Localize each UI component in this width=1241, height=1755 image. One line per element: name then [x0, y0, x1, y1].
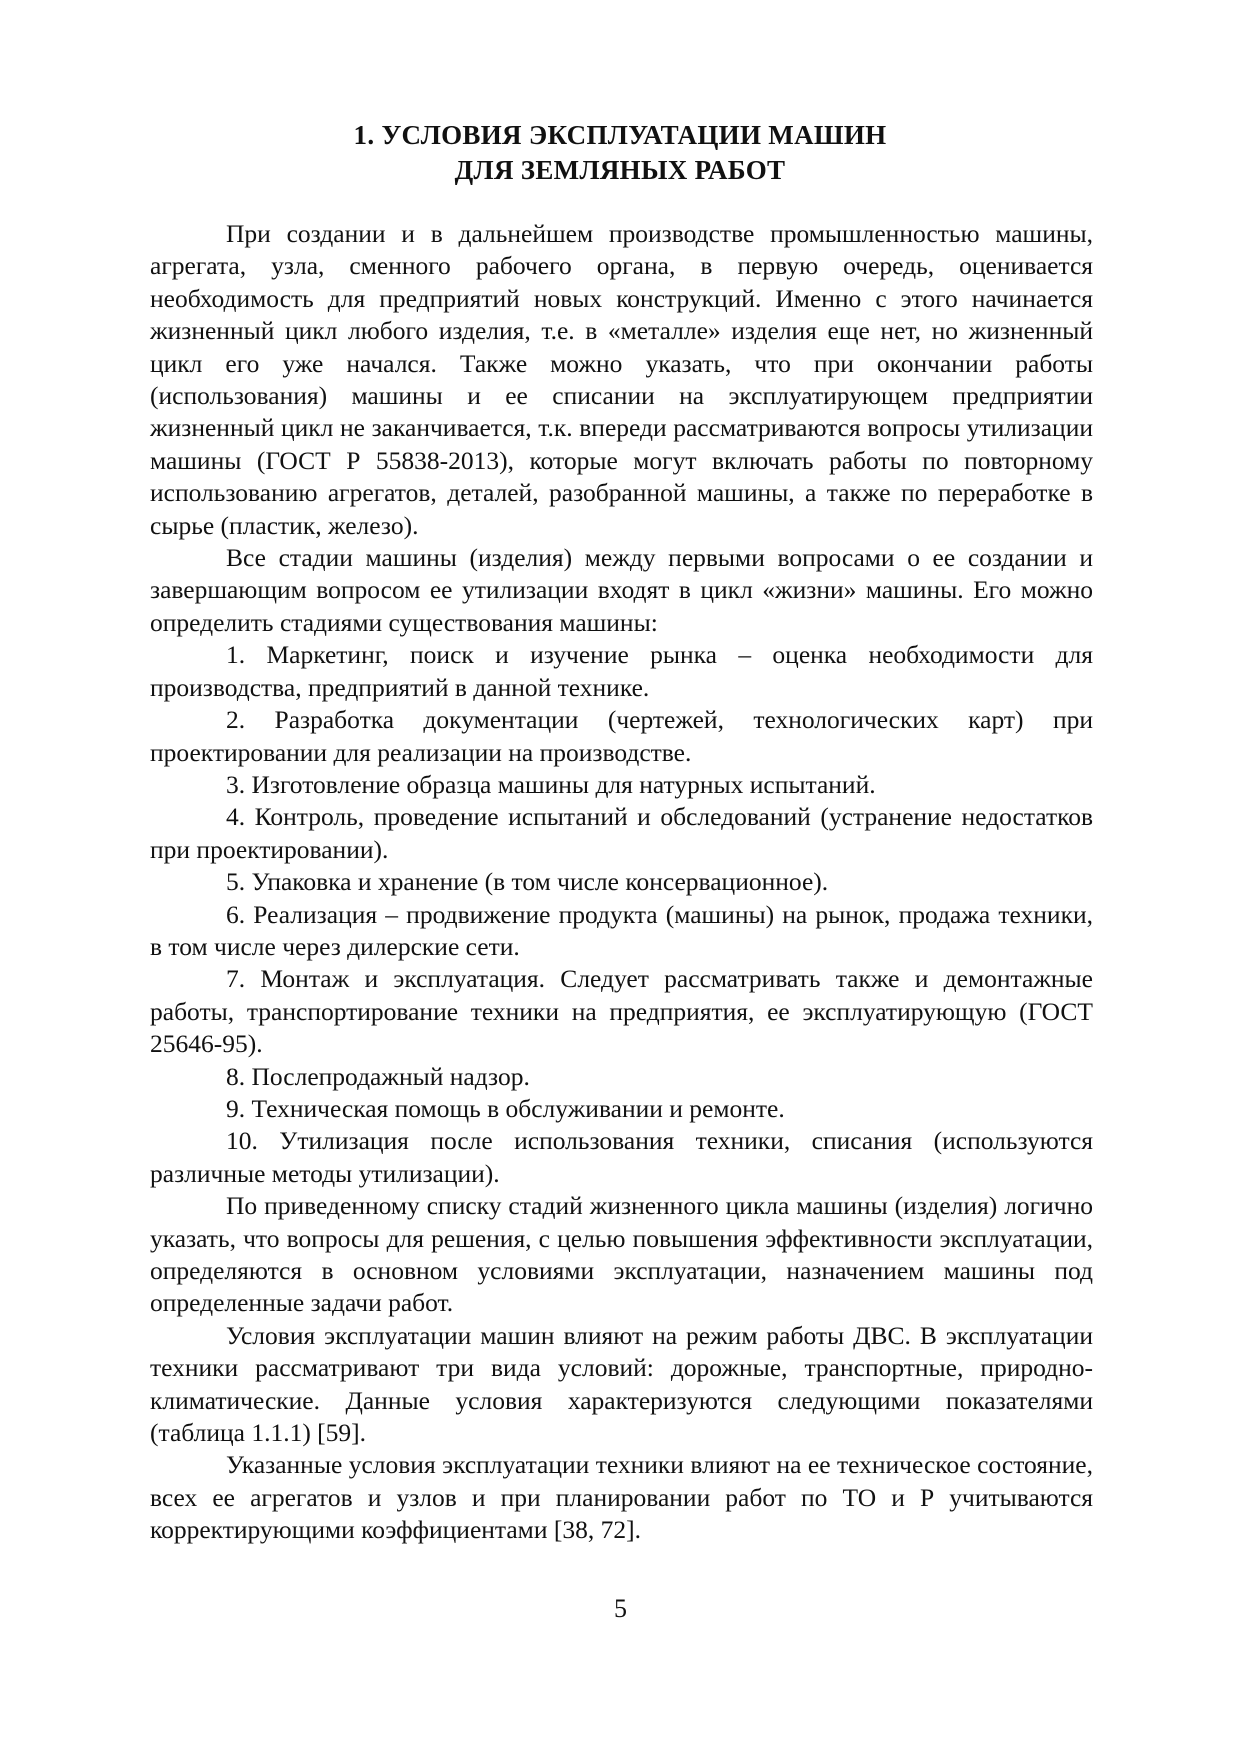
list-item-4: 4. Контроль, проведение испытаний и обследований (устранение недостатков при проектировании). — [150, 802, 1093, 864]
body-text — [150, 218, 1093, 1547]
chapter-title — [150, 118, 1090, 188]
list-item-9: 9. Техническая помощь в обслуживании и ремонте. — [226, 1093, 785, 1123]
list-item-2: 2. Разработка документации (чертежей, технологических карт) при проектировании для реализации на производстве. — [150, 705, 1093, 767]
paragraph-conditions: Условия эксплуатации машин влияют на режим работы ДВС. В эксплуатации техники рассматривают три вида условий: дорожные, транспортные, природно-климатические. Данные условия характеризуются следующими показателями (таблица 1.1.1) [59]. — [150, 1320, 1093, 1448]
chapter-title-line-2: ДЛЯ ЗЕМЛЯНЫХ РАБОТ — [454, 155, 786, 185]
list-item-3: 3. Изготовление образца машины для натурных испытаний. — [226, 769, 876, 799]
list-item-10: 10. Утилизация после использования техники, списания (используются различные методы утилизации). — [150, 1126, 1093, 1188]
paragraph-coefficients: Указанные условия эксплуатации техники влияют на ее техническое состояние, всех ее агрегатов и узлов и при планировании работ по ТО и Р учитываются корректирующими коэффициентами [38, 72]. — [150, 1450, 1093, 1545]
paragraph-intro: При создании и в дальнейшем производстве промышленностью машины, агрегата, узла, сменного рабочего органа, в первую очередь, оценивается необходимость для предприятий новых конструкций. Именно с этого начинается жизненный цикл любого изделия, т.е. в «металле» изделия еще нет, но жизненный цикл его уже начался. Также можно указать, что при окончании работы (использования) машины и ее списании на эксплуатирующем предприятии жизненный цикл не заканчивается, т.к. впереди рассматриваются вопросы утилизации машины (ГОСТ Р 55838-2013), которые могут включать работы по повторному использованию агрегатов, деталей, разобранной машины, а также по переработке в сырье (пластик, железо). — [150, 219, 1093, 540]
list-item-8: 8. Послепродажный надзор. — [226, 1061, 530, 1091]
list-item-1: 1. Маркетинг, поиск и изучение рынка – оценка необходимости для производства, предприятий в данной технике. — [150, 640, 1093, 702]
list-item-6: 6. Реализация – продвижение продукта (машины) на рынок, продажа техники, в том числе через дилерские сети. — [150, 899, 1093, 961]
paragraph-efficiency: По приведенному списку стадий жизненного цикла машины (изделия) логично указать, что вопросы для решения, с целью повышения эффективности эксплуатации, определяются в основном условиями эксплуатации, назначением машины под определенные задачи работ. — [150, 1191, 1093, 1318]
page-number: 5 — [614, 1594, 627, 1623]
list-item-5: 5. Упаковка и хранение (в том числе консервационное). — [226, 867, 829, 897]
chapter-title-line-1: 1. УСЛОВИЯ ЭКСПЛУАТАЦИИ МАШИН — [353, 120, 887, 150]
list-item-7: 7. Монтаж и эксплуатация. Следует рассматривать также и демонтажные работы, транспортирование техники на предприятия, ее эксплуатирующую (ГОСТ 25646-95). — [150, 964, 1093, 1059]
paragraph-stages-intro: Все стадии машины (изделия) между первыми вопросами о ее создании и завершающим вопросом ее утилизации входят в цикл «жизни» машины. Его можно определить стадиями существования машины: — [150, 543, 1093, 637]
